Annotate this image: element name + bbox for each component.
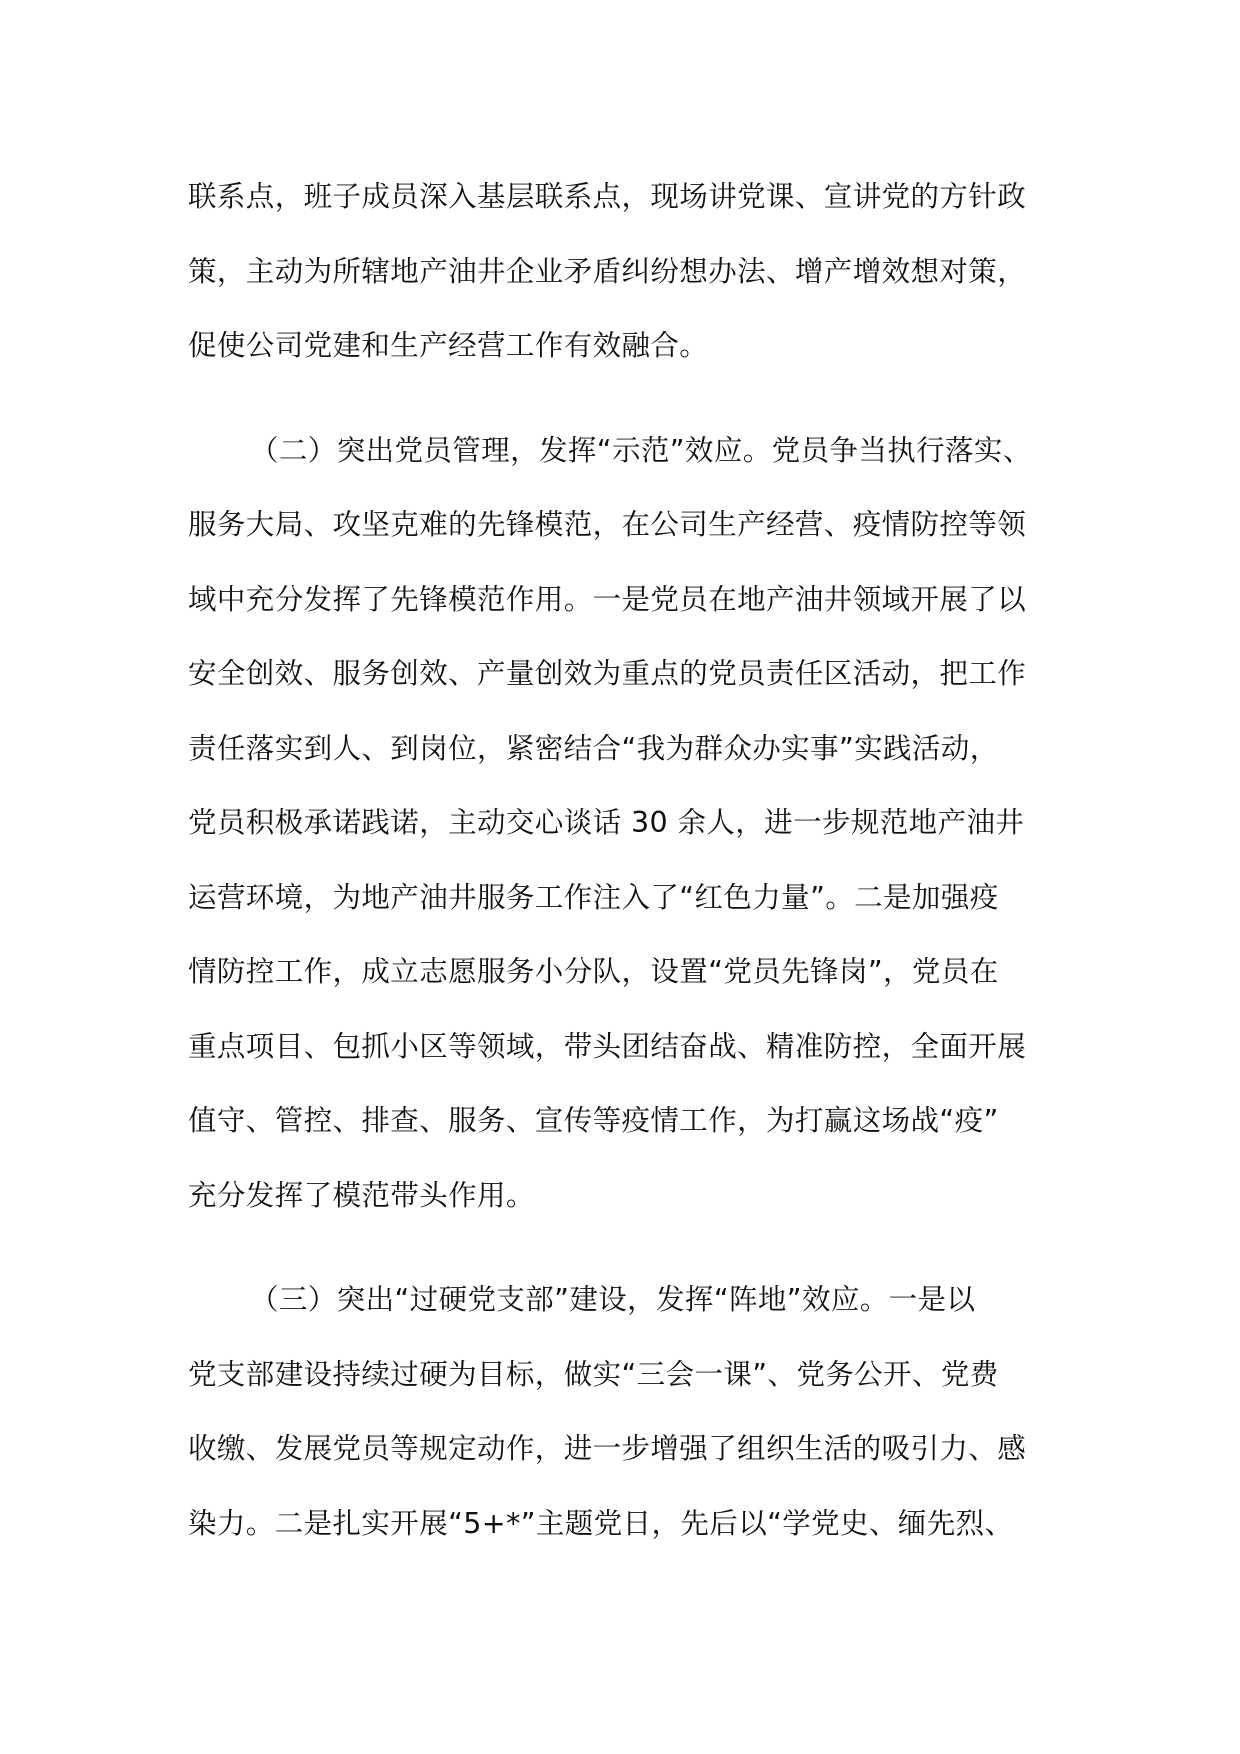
text-line: 服务大局、攻坚克难的先锋模范，在公司生产经营、疫情防控等领 [188,508,1027,541]
text-line: 党员积极承诺践诺，主动交心谈话 30 余人，进一步规范地产油井 [188,806,1025,839]
text-line: （二）突出党员管理，发挥“示范”效应。党员争当执行落实、 [250,433,1032,467]
paragraph-spacer [188,1233,1068,1263]
document-body [188,160,1068,1561]
paragraph-spacer [188,384,1068,414]
paragraph-2 [188,414,1068,1234]
text-line: 策，主动为所辖地产油井企业矛盾纠纷想办法、增产增效想对策， [188,254,1027,288]
text-line: 值守、管控、排查、服务、宣传等疫情工作，为打赢这场战“疫” [188,1104,999,1137]
text-line: 充分发挥了模范带头作用。 [188,1178,535,1212]
text-line: 党支部建设持续过硬为目标，做实“三会一课”、党务公开、党费 [188,1357,999,1391]
paragraph-1 [188,160,1068,384]
text-line: 联系点，班子成员深入基层联系点，现场讲党课、宣讲党的方针政 [188,180,1027,213]
text-line: 责任落实到人、到岗位，紧密结合“我为群众办实事”实践活动， [188,731,999,765]
text-line: 安全创效、服务创效、产量创效为重点的党员责任区活动，把工作 [188,657,1027,690]
text-line: 运营环境，为地产油井服务工作注入了“红色力量”。二是加强疫 [188,880,999,914]
text-line: （三）突出“过硬党支部”建设，发挥“阵地”效应。一是以 [250,1283,976,1316]
text-line: 情防控工作，成立志愿服务小分队，设置“党员先锋岗”，党员在 [188,955,999,988]
text-line: 域中充分发挥了先锋模范作用。一是党员在地产油井领域开展了以 [188,582,1027,616]
paragraph-3 [188,1263,1068,1561]
text-line: 收缴、发展党员等规定动作，进一步增强了组织生活的吸引力、感 [188,1432,1027,1465]
text-line: 促使公司党建和生产经营工作有效融合。 [188,329,709,362]
text-line: 重点项目、包抓小区等领域，带头团结奋战、精准防控，全面开展 [188,1029,1027,1063]
text-line: 染力。二是扎实开展“5+*”主题党日，先后以“学党史、缅先烈、 [188,1506,1014,1540]
